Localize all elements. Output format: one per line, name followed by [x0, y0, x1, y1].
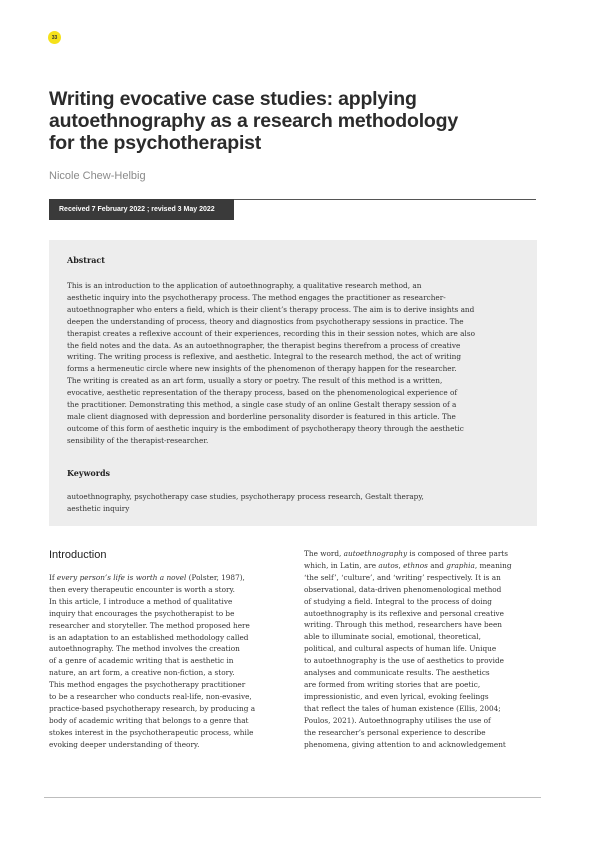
- abstract-line: the practitioner. Demonstrating this method, a single case study of an online Gestalt therapy session of a: [67, 400, 457, 410]
- abstract-line: The writing is created as an art form, usually a story or poetry. The result of this method is a written,: [67, 376, 443, 386]
- intro-line: observational, data-driven phenomenological method: [304, 584, 502, 594]
- abstract-line: outcome of this form of aesthetic inquiry is the embodiment of psychotherapy theory through the aesthetic: [67, 423, 464, 433]
- abstract-line: the field notes and the data. As an autoethnographer, the therapist begins therefrom a process of creative: [67, 340, 461, 350]
- intro-line: impressionistic, and even lyrical, evoking feelings: [304, 691, 489, 701]
- intro-line: practice-based psychotherapy research, by producing a: [49, 703, 256, 713]
- keywords-list: [67, 491, 523, 515]
- intro-line: nature, an art form, a creative non-fiction, a story.: [49, 668, 235, 678]
- intro-text-fragment: , meaning: [474, 560, 512, 570]
- abstract-line: sensibility of the therapist-researcher.: [67, 435, 209, 445]
- abstract-line: evocative, aesthetic representation of the therapy process, based on the phenomenological experience of: [67, 388, 458, 398]
- abstract-line: male client diagnosed with depression and borderline personality disorder is featured in this article. The: [67, 411, 456, 421]
- intro-line: able to illuminate social, emotional, theoretical,: [304, 632, 481, 642]
- intro-line: then every therapeutic encounter is worth a story.: [49, 584, 235, 594]
- intro-line: to be a researcher who conducts real-life, non-evasive,: [49, 692, 252, 702]
- intro-line: In this article, I introduce a method of qualitative: [49, 596, 233, 606]
- abstract-line: deepen the understanding of process, theory and diagnostics from psychotherapy sessions in practice. The: [67, 316, 464, 326]
- intro-line: [304, 548, 544, 560]
- keywords-line: autoethnography, psychotherapy case studies, psychotherapy process research, Gestalt therapy,: [67, 492, 424, 501]
- intro-line: inquiry that encourages the psychotherapist to be: [49, 608, 235, 618]
- intro-line: autoethnography. The method involves the creation: [49, 644, 240, 654]
- intro-text-fragment: If: [49, 573, 57, 582]
- intro-italic-term: autoethnography: [343, 549, 408, 558]
- page-number-badge: 33: [48, 31, 61, 44]
- abstract-line: writing. The writing process is reflexive, and aesthetic. Integral to the research method, the act of writing: [67, 352, 462, 362]
- intro-line: researcher and storyteller. The method proposed here: [49, 620, 250, 630]
- intro-column-right: [304, 548, 544, 750]
- title-line: Writing evocative case studies: applying: [49, 88, 417, 110]
- article-title: [49, 88, 519, 154]
- intro-line: that reflect the tales of human existence (Ellis, 2004;: [304, 703, 501, 713]
- intro-text-fragment: which, in Latin, are: [304, 560, 379, 570]
- abstract-line: therapist creates a reflexive account of their experiences, recording this in their session notes, which are also: [67, 328, 475, 338]
- abstract-line: aesthetic inquiry into the psychotherapy process. The method engages the practitioner as researcher-: [67, 292, 446, 302]
- intro-line: is an adaptation to an established methodology called: [49, 632, 249, 642]
- received-dates-bar: Received 7 February 2022 ; revised 3 May 2022: [49, 199, 234, 220]
- intro-line: political, and cultural aspects of human life. Unique: [304, 644, 497, 654]
- intro-text-fragment: ,: [398, 560, 404, 570]
- intro-line: [49, 572, 289, 584]
- intro-line: writing. Through this method, researchers have been: [304, 620, 502, 630]
- abstract-body: [67, 280, 523, 447]
- intro-line: autoethnography is its reflexive and personal creative: [304, 608, 504, 618]
- intro-line: of a genre of academic writing that is aesthetic in: [49, 656, 234, 666]
- intro-line: of studying a field. Integral to the process of doing: [304, 596, 492, 606]
- intro-line: to autoethnography is the use of aesthetics to provide: [304, 656, 504, 666]
- keywords-line: aesthetic inquiry: [67, 503, 130, 513]
- keywords-heading: Keywords: [67, 468, 111, 478]
- intro-italic-term: autos: [378, 560, 399, 570]
- intro-line: [304, 560, 544, 572]
- intro-line: phenomena, giving attention to and acknowledgement: [304, 739, 506, 749]
- intro-line: stokes interest in the psychotherapeutic process, while: [49, 727, 254, 737]
- intro-line: Poulos, 2021). Autoethnography utilises the use of: [304, 715, 491, 725]
- intro-text-fragment: (Polster, 1987),: [186, 573, 245, 582]
- abstract-line: forms a hermeneutic circle where new insights of the phenomenon of therapy happen for the researcher.: [67, 364, 457, 374]
- intro-line: are formed from writing stories that are poetic,: [304, 679, 481, 689]
- intro-text-fragment: is composed of three parts: [407, 549, 508, 558]
- intro-line: evoking deeper understanding of theory.: [49, 739, 200, 749]
- intro-line: the researcher’s personal experience to describe: [304, 727, 486, 737]
- intro-line: analyses and communicate results. The aesthetics: [304, 668, 490, 678]
- abstract-line: autoethnographer who enters a field, which is their client’s therapy process. The aim is to derive insights and: [67, 304, 475, 314]
- abstract-line: This is an introduction to the application of autoethnography, a qualitative research method, an: [67, 281, 422, 290]
- intro-line: ‘the self’, ‘culture’, and ‘writing’ respectively. It is an: [304, 572, 501, 582]
- title-line: autoethnography as a research methodology: [49, 110, 458, 132]
- intro-text-fragment: and: [427, 560, 447, 570]
- intro-text-fragment: The word,: [304, 549, 344, 558]
- intro-italic-term: ethnos: [403, 560, 428, 570]
- intro-line: body of academic writing that belongs to a genre that: [49, 715, 249, 725]
- intro-italic-term: graphia: [446, 560, 475, 570]
- footer-rule: [44, 797, 541, 798]
- introduction-heading: Introduction: [49, 549, 107, 561]
- title-line: for the psychotherapist: [49, 132, 262, 154]
- abstract-heading: Abstract: [67, 255, 105, 265]
- intro-column-left: [49, 572, 289, 751]
- intro-italic-quote: every person’s life is worth a novel: [56, 573, 187, 582]
- intro-line: This method engages the psychotherapy practitioner: [49, 680, 246, 690]
- header-rule: [234, 199, 536, 200]
- author-name: Nicole Chew-Helbig: [49, 170, 146, 182]
